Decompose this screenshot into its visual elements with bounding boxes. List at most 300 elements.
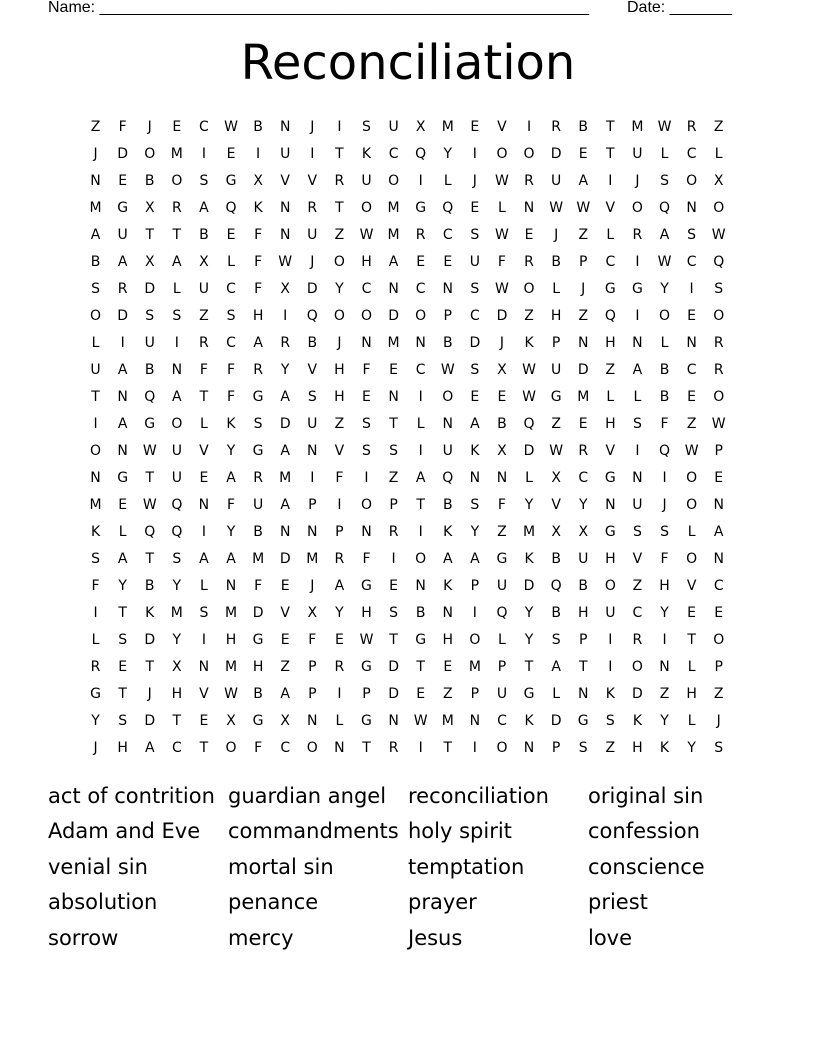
grid-letter: P (308, 686, 317, 702)
grid-letter: I (635, 308, 640, 324)
grid-letter: M (279, 470, 292, 486)
grid-letter: R (578, 443, 589, 459)
grid-letter: S (578, 740, 588, 756)
word-bank-item: penance (228, 890, 319, 915)
grid-letter: L (498, 632, 506, 648)
grid-letter: T (199, 389, 209, 405)
grid-letter: J (310, 119, 315, 135)
grid-letter: Q (415, 146, 427, 162)
grid-letter: I (418, 524, 423, 540)
grid-letter: M (468, 659, 481, 675)
grid-letter: O (686, 173, 698, 189)
grid-letter: N (659, 659, 670, 675)
grid-letter: N (361, 335, 372, 351)
grid-letter: P (497, 659, 507, 675)
grid-letter: J (635, 173, 640, 189)
grid-letter: N (713, 497, 724, 513)
grid-letter: O (659, 308, 671, 324)
grid-letter: X (226, 713, 236, 729)
grid-letter: C (226, 335, 236, 351)
grid-letter: B (442, 497, 453, 513)
grid-letter: X (415, 119, 426, 135)
grid-letter: N (279, 119, 291, 135)
grid-letter: U (605, 605, 616, 621)
grid-letter: L (200, 416, 208, 432)
page-title: Reconciliation (240, 35, 576, 91)
grid-letter: G (252, 443, 264, 459)
grid-letter: A (388, 254, 399, 270)
grid-letter: X (253, 173, 263, 189)
grid-letter: O (144, 146, 156, 162)
grid-letter: Y (226, 524, 236, 540)
grid-letter: P (470, 686, 480, 702)
grid-letter: D (523, 578, 535, 594)
grid-letter: O (415, 551, 427, 567)
grid-letter: H (605, 335, 616, 351)
grid-letter: O (631, 200, 643, 216)
grid-letter: L (335, 713, 344, 729)
grid-letter: B (253, 524, 263, 540)
grid-letter: U (144, 335, 155, 351)
grid-letter: Q (225, 200, 237, 216)
grid-letter: V (280, 605, 290, 621)
grid-letter: G (415, 200, 427, 216)
grid-letter: R (524, 254, 534, 270)
grid-letter: D (279, 416, 291, 432)
grid-letter: A (470, 551, 480, 567)
grid-letter: N (442, 605, 453, 621)
grid-letter: I (174, 335, 179, 351)
grid-letter: N (307, 524, 318, 540)
grid-letter: C (605, 254, 616, 270)
grid-letter: U (496, 686, 508, 702)
grid-letter: C (497, 713, 507, 729)
grid-letter: I (337, 497, 342, 513)
grid-letter: G (523, 686, 535, 702)
grid-letter: T (389, 632, 398, 648)
grid-letter: G (631, 281, 643, 297)
grid-letter: A (172, 254, 182, 270)
grid-letter: D (144, 281, 156, 297)
grid-letter: O (523, 281, 535, 297)
grid-letter: N (686, 200, 697, 216)
grid-letter: N (442, 281, 453, 297)
grid-letter: O (631, 659, 643, 675)
grid-letter: D (144, 632, 156, 648)
grid-letter: N (388, 389, 399, 405)
grid-letter: R (334, 659, 345, 675)
word-bank-item: Jesus (408, 925, 463, 950)
grid-letter: I (93, 416, 98, 432)
header-row (48, 0, 748, 20)
grid-letter: D (144, 713, 156, 729)
grid-letter: B (551, 551, 561, 567)
grid-letter: H (334, 362, 345, 378)
grid-letter: T (524, 659, 534, 675)
grid-letter: D (252, 605, 264, 621)
grid-row (82, 114, 734, 141)
grid-row (82, 708, 734, 735)
grid-letter: A (632, 362, 643, 378)
grid-letter: Z (713, 119, 724, 135)
grid-letter: X (144, 200, 155, 216)
grid-letter: T (335, 146, 344, 162)
grid-letter: D (388, 686, 399, 702)
word-bank-item: priest (588, 890, 648, 915)
grid-letter: I (662, 470, 667, 486)
grid-letter: B (199, 227, 209, 243)
grid-letter: I (472, 605, 477, 621)
grid-letter: O (333, 254, 345, 270)
grid-letter: P (443, 308, 452, 324)
grid-letter: N (632, 470, 643, 486)
grid-letter: Z (388, 470, 399, 486)
grid-letter: Z (199, 308, 209, 324)
word-bank-item: reconciliation (408, 783, 549, 808)
grid-letter: Y (687, 740, 696, 756)
grid-letter: C (578, 470, 589, 486)
grid-letter: G (604, 524, 616, 540)
grid-row (82, 546, 734, 573)
grid-letter: U (551, 362, 562, 378)
grid-letter: S (172, 551, 182, 567)
grid-letter: D (469, 335, 481, 351)
grid-letter: S (605, 713, 615, 729)
grid-letter: F (254, 281, 263, 297)
grid-letter: G (415, 632, 427, 648)
grid-letter: A (199, 200, 209, 216)
grid-letter: T (578, 659, 588, 675)
grid-letter: R (686, 119, 697, 135)
grid-letter: C (415, 362, 426, 378)
word-bank-row (48, 814, 768, 850)
grid-letter: S (199, 173, 209, 189)
grid-letter: T (172, 227, 182, 243)
grid-letter: A (117, 551, 128, 567)
date-field: Date: _______ (627, 0, 732, 16)
grid-letter: F (497, 497, 506, 513)
grid-letter: T (145, 551, 155, 567)
grid-letter: F (91, 578, 100, 594)
word-bank-item: sorrow (48, 925, 119, 950)
grid-letter: S (632, 524, 642, 540)
grid-letter: L (714, 146, 723, 162)
grid-letter: J (499, 335, 505, 351)
grid-letter: Q (713, 254, 725, 270)
grid-row (82, 492, 734, 519)
name-field: Name: _______________________________________________________ (48, 0, 589, 16)
grid-letter: E (714, 605, 724, 621)
grid-letter: R (334, 551, 345, 567)
grid-letter: N (198, 659, 210, 675)
grid-letter: J (716, 713, 721, 729)
grid-letter: O (686, 470, 698, 486)
grid-letter: E (280, 578, 290, 594)
grid-letter: A (90, 227, 101, 243)
grid-letter: N (523, 740, 535, 756)
grid-letter: L (416, 416, 425, 432)
grid-letter: L (200, 578, 208, 594)
grid-letter: G (496, 551, 508, 567)
word-bank-item: absolution (48, 890, 158, 915)
grid-letter: Y (280, 362, 290, 378)
grid-letter: E (578, 146, 588, 162)
grid-letter: N (307, 713, 318, 729)
grid-letter: E (714, 470, 724, 486)
word-bank-item: commandments (228, 819, 399, 844)
grid-letter: C (361, 281, 372, 297)
grid-letter: T (416, 659, 425, 675)
grid-letter: P (362, 686, 371, 702)
grid-letter: K (524, 713, 534, 729)
grid-row (82, 384, 734, 411)
grid-letter: W (440, 362, 455, 378)
grid-letter: E (389, 362, 398, 378)
grid-letter: I (608, 632, 613, 648)
grid-row (82, 249, 734, 276)
grid-letter: L (687, 713, 696, 729)
grid-letter: P (579, 254, 588, 270)
grid-letter: L (118, 524, 127, 540)
grid-letter: N (523, 200, 535, 216)
grid-letter: V (199, 443, 209, 459)
grid-letter: S (687, 227, 697, 243)
grid-letter: P (551, 740, 561, 756)
grid-letter: U (280, 146, 291, 162)
grid-letter: N (279, 227, 291, 243)
grid-letter: H (605, 416, 616, 432)
grid-letter: W (657, 254, 672, 270)
grid-letter: F (254, 578, 263, 594)
grid-letter: A (280, 686, 290, 702)
grid-row (82, 735, 734, 762)
grid-row (82, 276, 734, 303)
grid-letter: O (713, 308, 725, 324)
grid-letter: I (256, 146, 261, 162)
grid-letter: O (604, 578, 616, 594)
grid-letter: I (310, 470, 315, 486)
grid-letter: I (526, 119, 532, 135)
grid-letter: U (198, 281, 210, 297)
grid-letter: P (335, 524, 344, 540)
grid-letter: G (361, 713, 372, 729)
grid-letter: G (117, 470, 129, 486)
grid-letter: W (684, 443, 699, 459)
grid-letter: A (280, 443, 290, 459)
grid-letter: A (713, 524, 724, 540)
grid-letter: J (93, 740, 98, 756)
word-bank-row (48, 778, 768, 814)
grid-letter: B (144, 578, 155, 594)
grid-letter: K (470, 443, 480, 459)
grid-letter: F (362, 551, 371, 567)
grid-letter: T (335, 200, 344, 216)
grid-letter: M (89, 200, 102, 216)
grid-letter: L (443, 173, 452, 189)
grid-letter: S (145, 308, 155, 324)
grid-letter: M (577, 389, 590, 405)
grid-letter: V (632, 551, 643, 567)
grid-letter: N (415, 335, 426, 351)
grid-letter: F (254, 254, 263, 270)
grid-letter: M (224, 605, 238, 621)
grid-letter: J (310, 254, 315, 270)
grid-row (82, 519, 734, 546)
grid-letter: S (632, 416, 642, 432)
grid-letter: X (713, 173, 724, 189)
grid-letter: E (199, 713, 209, 729)
grid-letter: J (472, 173, 477, 189)
grid-letter: M (441, 119, 454, 135)
grid-letter: E (118, 497, 128, 513)
grid-row (82, 222, 734, 249)
grid-letter: I (418, 740, 423, 756)
grid-letter: W (495, 173, 509, 189)
grid-letter: T (118, 605, 127, 621)
grid-letter: T (606, 146, 615, 162)
grid-letter: H (605, 551, 616, 567)
grid-letter: D (117, 146, 129, 162)
word-bank-item: temptation (408, 854, 525, 879)
grid-letter: E (118, 173, 128, 189)
grid-letter: Z (280, 659, 290, 675)
grid-letter: B (307, 335, 318, 351)
grid-letter: O (442, 389, 454, 405)
grid-row (82, 357, 734, 384)
grid-letter: X (497, 362, 507, 378)
grid-letter: S (470, 362, 480, 378)
grid-letter: O (496, 146, 508, 162)
grid-letter: X (551, 524, 561, 540)
grid-letter: I (418, 443, 423, 459)
grid-letter: O (90, 308, 102, 324)
grid-letter: S (714, 281, 724, 297)
word-bank-item: love (588, 925, 633, 950)
grid-letter: X (551, 470, 561, 486)
grid-letter: N (388, 713, 399, 729)
grid-letter: G (225, 173, 237, 189)
grid-letter: R (307, 200, 318, 216)
grid-letter: T (91, 389, 100, 405)
grid-letter: Z (659, 686, 670, 702)
grid-row (82, 141, 734, 168)
grid-letter: Z (90, 119, 101, 135)
grid-letter: N (577, 335, 589, 351)
grid-letter: M (387, 200, 400, 216)
grid-letter: R (524, 173, 534, 189)
grid-letter: F (226, 497, 236, 513)
grid-letter: N (361, 524, 372, 540)
word-bank-item: venial sin (48, 854, 148, 879)
grid-letter: S (551, 632, 561, 648)
grid-letter: O (686, 551, 698, 567)
grid-letter: C (686, 362, 697, 378)
grid-letter: H (252, 308, 264, 324)
grid-letter: G (144, 416, 156, 432)
grid-letter: T (145, 659, 155, 675)
grid-letter: S (660, 524, 669, 540)
grid-letter: D (523, 443, 535, 459)
grid-letter: W (549, 443, 564, 459)
grid-letter: I (418, 173, 423, 189)
grid-letter: E (172, 119, 182, 135)
grid-letter: E (578, 416, 588, 432)
grid-letter: L (91, 335, 100, 351)
grid-letter: R (171, 200, 182, 216)
grid-letter: N (171, 362, 183, 378)
grid-letter: S (199, 605, 209, 621)
grid-letter: R (551, 119, 561, 135)
grid-letter: L (172, 281, 181, 297)
grid-letter: S (660, 173, 669, 189)
grid-letter: A (117, 416, 128, 432)
grid-letter: E (334, 632, 344, 648)
grid-letter: V (280, 173, 290, 189)
grid-row (82, 681, 734, 708)
grid-letter: F (362, 362, 371, 378)
word-bank-item: Adam and Eve (48, 819, 201, 844)
grid-letter: Y (578, 497, 588, 513)
grid-letter: K (90, 524, 101, 540)
grid-letter: I (689, 281, 694, 297)
grid-letter: T (118, 686, 127, 702)
grid-letter: U (442, 443, 453, 459)
grid-letter: H (334, 389, 345, 405)
grid-letter: Y (172, 632, 182, 648)
grid-letter: G (252, 713, 264, 729)
grid-letter: I (608, 173, 613, 189)
grid-letter: Y (91, 713, 100, 729)
grid-letter: O (171, 416, 183, 432)
grid-letter: P (389, 497, 398, 513)
grid-letter: F (660, 416, 669, 432)
grid-letter: Q (442, 200, 454, 216)
grid-letter: D (279, 551, 291, 567)
grid-letter: B (415, 605, 426, 621)
grid-letter: Y (524, 605, 534, 621)
grid-letter: T (172, 713, 182, 729)
grid-letter: Z (497, 524, 507, 540)
grid-letter: Q (550, 578, 562, 594)
grid-letter: W (224, 686, 238, 702)
grid-letter: W (576, 200, 591, 216)
grid-letter: C (442, 227, 453, 243)
grid-letter: F (335, 470, 344, 486)
grid-letter: L (606, 389, 615, 405)
grid-letter: H (442, 632, 454, 648)
grid-letter: S (226, 308, 236, 324)
grid-letter: V (307, 362, 318, 378)
grid-letter: T (145, 227, 155, 243)
grid-letter: L (660, 146, 669, 162)
grid-letter: R (280, 335, 291, 351)
word-bank-item: confession (588, 819, 700, 844)
grid-letter: S (91, 281, 100, 297)
grid-letter: N (279, 524, 291, 540)
grid-letter: C (171, 740, 182, 756)
grid-letter: R (632, 632, 643, 648)
grid-letter: A (226, 551, 236, 567)
grid-letter: O (713, 200, 725, 216)
grid-letter: E (226, 146, 236, 162)
grid-letter: G (604, 470, 616, 486)
grid-letter: Y (335, 281, 344, 297)
grid-letter: S (172, 308, 182, 324)
grid-letter: G (604, 281, 616, 297)
grid-letter: L (552, 686, 561, 702)
grid-letter: A (117, 254, 128, 270)
grid-letter: W (657, 119, 672, 135)
